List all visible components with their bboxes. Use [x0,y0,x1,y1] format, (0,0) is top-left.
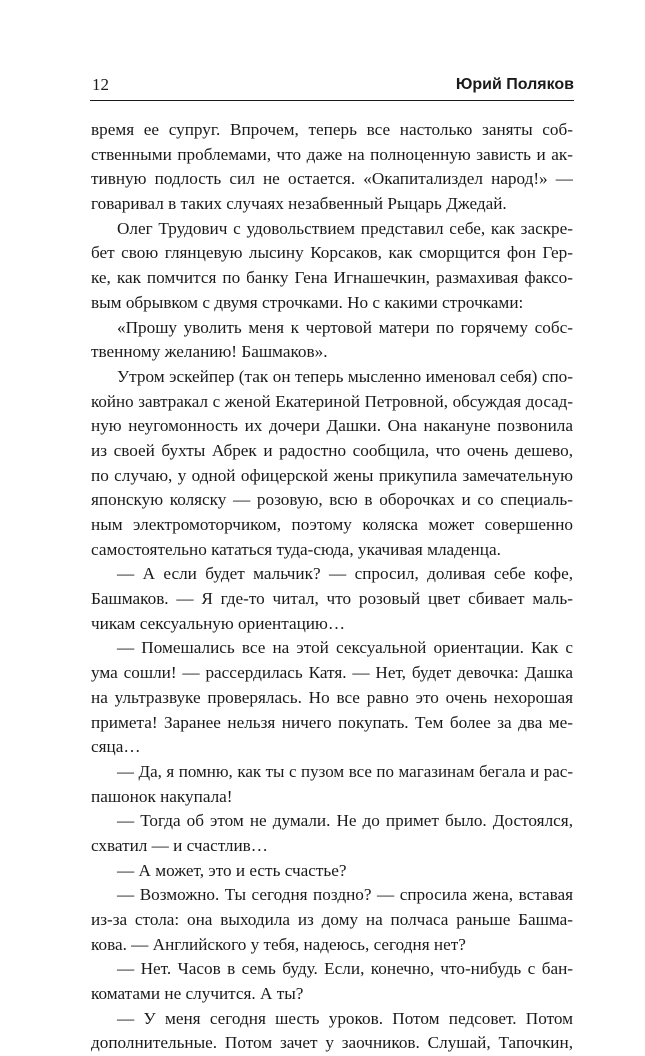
page-header [90,74,574,100]
paragraph-start-line: — А может, это и есть счастье? [117,860,347,880]
text-line: ума сошли! — рассердилась Катя. — Нет, будет девочка: Дашка [91,663,573,683]
text-line: ке, как помчится по банку Гена Игнашечкин, размахивая факсо- [91,268,573,288]
paragraph-start-line: — Помешались все на этой сексуальной ориентации. Как с [117,638,573,658]
text-line: из-за стола: она выходила из дому на полчаса раньше Башма- [91,910,573,929]
text-line: примета! Заранее нельзя ничего покупать. Тем более за два ме- [91,712,573,732]
body-text [91,118,573,1056]
paragraph-start-line: Утром эскейпер (так он теперь мысленно именовал себя) спо- [117,366,573,386]
text-line: пашонок накупала! [91,786,233,806]
text-line: японскую коляску — розовую, всю в оборочках и со специаль- [91,490,573,510]
text-line: бет свою глянцевую лысину Корсаков, как сморщится фон Гер- [91,243,573,263]
text-line: по случаю, у одной офицерской жены прикупила замечательную [91,465,573,485]
text-line: дополнительные. Потом зачет у заочников. Слушай, Тапочкин, [91,1033,573,1053]
text-line: Башмаков. — Я где-то читал, что розовый цвет сбивает маль- [91,589,573,609]
page-number: 12 [92,75,109,94]
text-line: ственными проблемами, что даже на полноценную зависть и ак- [91,144,573,164]
text-line: вым обрывком с двумя строчками. Но с какими строчками: [91,292,524,312]
header-rule [90,100,574,101]
text-line: ную неугомонность их дочери Дашки. Она накануне позвонила [91,416,573,436]
paragraph-start-line: — Возможно. Ты сегодня поздно? — спросила жена, вставая [117,885,573,905]
text-line: самостоятельно кататься туда-сюда, укачивая младенца. [91,539,501,559]
text-line: говаривал в таких случаях незабвенный Рыцарь Джедай. [91,194,507,214]
text-line: ным электромоторчиком, поэтому коляска может совершенно [91,515,573,534]
text-line: время ее супруг. Впрочем, теперь все настолько заняты соб- [91,120,573,139]
text-line: твенному желанию! Башмаков». [91,342,328,362]
running-head-author: Юрий Поляков [455,76,574,93]
paragraph-start-line: — Да, я помню, как ты с пузом все по магазинам бегала и рас- [117,761,573,781]
paragraph-start-line: — А если будет мальчик? — спросил, доливая себе кофе, [117,564,573,584]
text-line: схватил — и счастлив… [91,835,268,855]
paragraph-start-line: Олег Трудович с удовольствием представил себе, как заскре- [117,218,573,238]
text-line: из своей бухты Абрек и радостно сообщила, что очень дешево, [91,440,573,460]
text-line: на ультразвуке проверялась. Но все равно это очень нехорошая [91,687,573,707]
paragraph-start-line: — Нет. Часов в семь буду. Если, конечно, что-нибудь с бан- [117,959,573,979]
text-line: чикам сексуальную ориентацию… [91,613,346,633]
paragraph-start-line: — Тогда об этом не думали. Не до примет было. Достоялся, [117,811,573,831]
paragraph-start-line: — У меня сегодня шесть уроков. Потом педсовет. Потом [117,1008,573,1028]
text-line: койно завтракал с женой Екатериной Петровной, обсуждая досад- [91,391,573,411]
text-line: тивную подлость сил не остается. «Окапитализдел народ!» — [91,169,573,189]
text-line: коматами не случится. А ты? [91,984,304,1004]
text-line: сяца… [91,737,141,757]
text-line: кова. — Английского у тебя, надеюсь, сегодня нет? [91,934,466,954]
paragraph-start-line: «Прошу уволить меня к чертовой матери по горячему собс- [117,317,573,337]
